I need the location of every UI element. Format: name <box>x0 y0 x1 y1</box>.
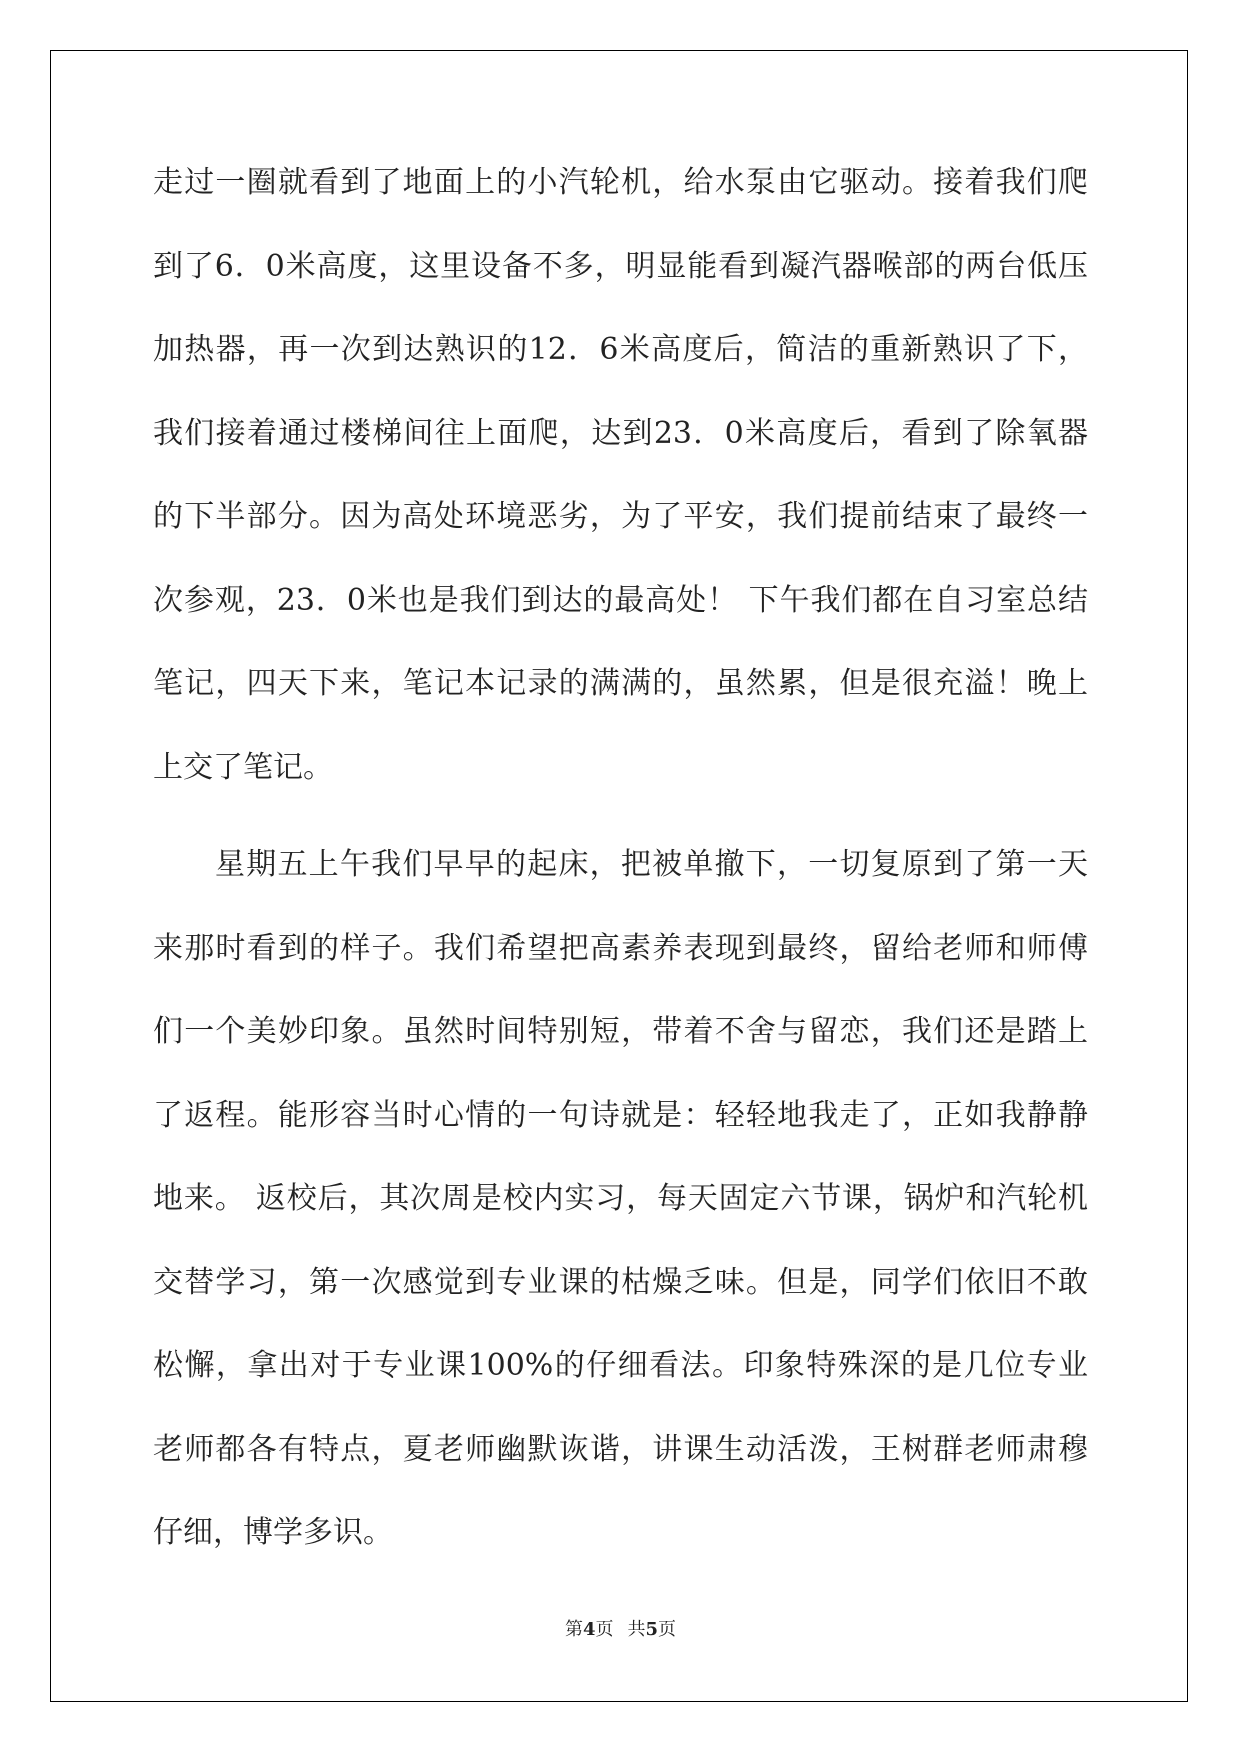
paragraph-1 <box>153 158 1088 826</box>
text-line: 加热器，再一次到达熟识的12．6米高度后，简洁的重新熟识了下， <box>153 332 1088 367</box>
document-body <box>153 158 1088 1592</box>
page-prefix: 第 <box>564 1619 583 1640</box>
text-line: 老师都各有特点，夏老师幽默诙谐，讲课生动活泼，王树群老师肃穆 <box>153 1431 1088 1467</box>
text-line: 次参观，23．0米也是我们到达的最高处！ 下午我们都在自习室总结 <box>153 582 1088 618</box>
text-line: 走过一圈就看到了地面上的小汽轮机，给水泵由它驱动。接着我们爬 <box>153 165 1088 200</box>
text-line: 了返程。能形容当时心情的一句诗就是：轻轻地我走了，正如我静静 <box>153 1097 1088 1133</box>
text-line: 来那时看到的样子。我们希望把高素养表现到最终，留给老师和师傅 <box>153 930 1088 966</box>
text-line: 交替学习，第一次感觉到专业课的枯燥乏味。但是，同学们依旧不敢 <box>153 1264 1088 1300</box>
page-suffix: 页 <box>595 1619 614 1640</box>
text-line: 上交了笔记。 <box>153 749 333 785</box>
current-page-number: 4 <box>582 1619 596 1640</box>
text-line: 松懈，拿出对于专业课100%的仔细看法。印象特殊深的是几位专业 <box>153 1348 1088 1383</box>
page-footer <box>0 1615 1241 1641</box>
paragraph-2 <box>153 840 1088 1592</box>
text-line: 笔记，四天下来，笔记本记录的满满的，虽然累，但是很充溢！晚上 <box>153 666 1088 701</box>
text-line: 到了6．0米高度，这里设备不多，明显能看到凝汽器喉部的两台低压 <box>153 248 1088 284</box>
total-prefix: 共 <box>627 1619 646 1640</box>
text-line: 们一个美妙印象。虽然时间特别短，带着不舍与留恋，我们还是踏上 <box>153 1014 1088 1049</box>
total-suffix: 页 <box>658 1619 677 1640</box>
text-line: 星期五上午我们早早的起床，把被单撤下，一切复原到了第一天 <box>215 847 1088 882</box>
text-line: 地来。 返校后，其次周是校内实习，每天固定六节课，锅炉和汽轮机 <box>153 1181 1088 1216</box>
paragraph-gap <box>153 826 1088 840</box>
text-line: 的下半部分。因为高处环境恶劣，为了平安，我们提前结束了最终一 <box>153 499 1088 534</box>
total-page-count: 5 <box>645 1619 659 1640</box>
text-line: 仔细，博学多识。 <box>153 1515 393 1550</box>
text-line: 我们接着通过楼梯间往上面爬，达到23．0米高度后，看到了除氧器 <box>153 415 1088 451</box>
